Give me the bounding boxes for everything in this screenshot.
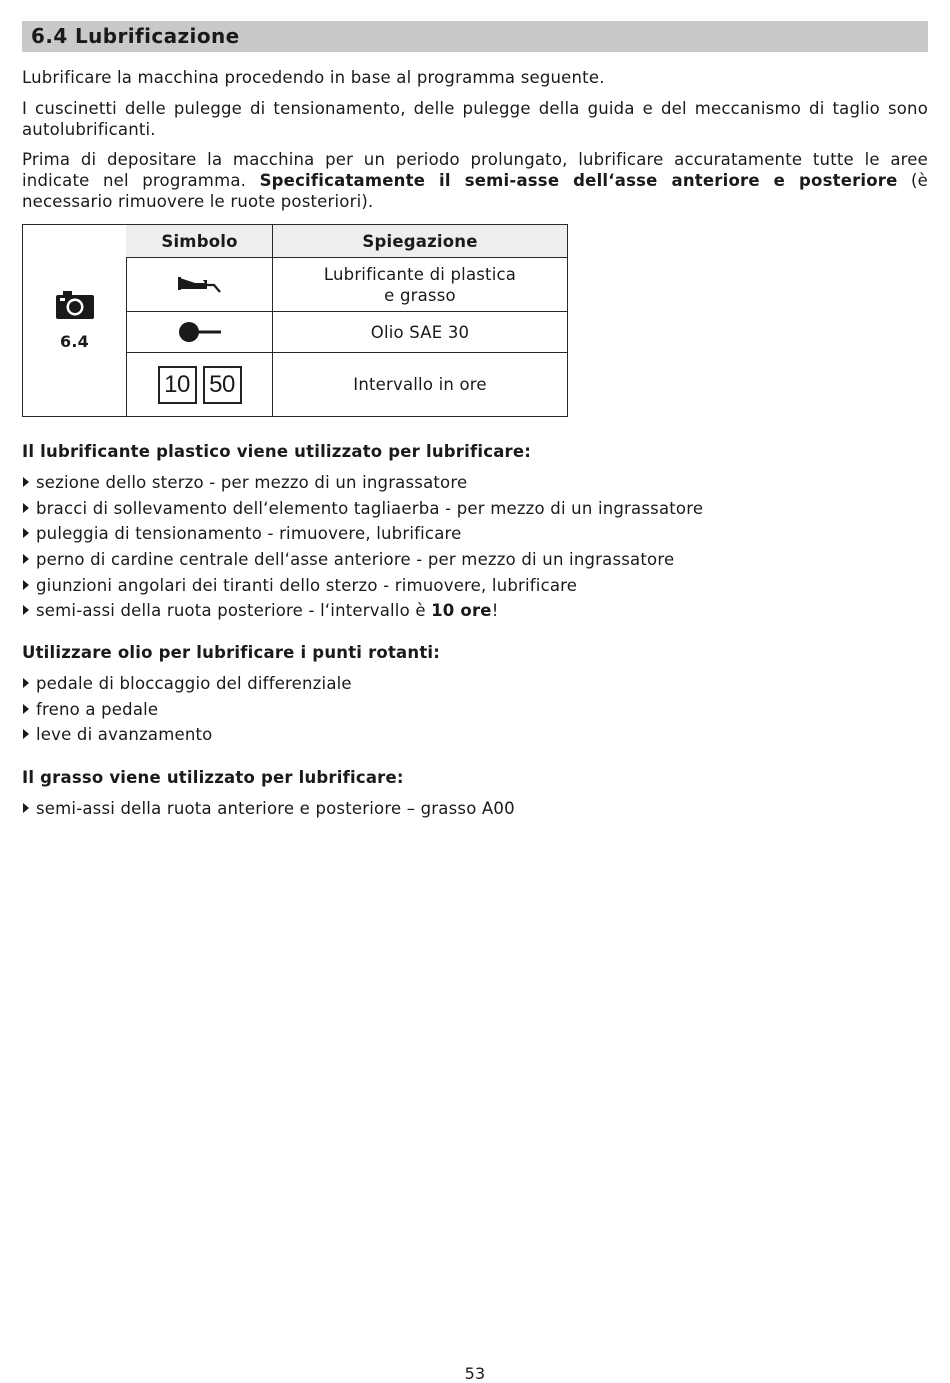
grease-explanation-cell xyxy=(273,258,567,312)
bullet-arrow-icon xyxy=(23,605,29,615)
oil-symbol-cell xyxy=(126,312,273,353)
list-item xyxy=(22,699,352,725)
list-item xyxy=(22,673,352,699)
plastic-lubricant-list xyxy=(22,472,703,626)
bullet-arrow-icon xyxy=(23,477,29,487)
grease-heading: Il grasso viene utilizzato per lubrificare: xyxy=(22,768,404,787)
bullet-arrow-icon xyxy=(23,678,29,688)
list-item-text: bracci di sollevamento dell‘elemento tagliaerba - per mezzo di un ingrassatore xyxy=(36,498,704,518)
intro-paragraph-3-tail: (è necessario rimuovere le ruote posteriori). xyxy=(22,171,929,211)
list-item xyxy=(22,498,703,524)
bullet-arrow-icon xyxy=(23,528,29,538)
list-item-text: giunzioni angolari dei tiranti dello sterzo - rimuovere, lubrificare xyxy=(36,575,578,595)
bullet-arrow-icon xyxy=(23,554,29,564)
oil-can-icon xyxy=(177,319,223,345)
page-number: 53 xyxy=(464,1364,486,1383)
grease-symbol-cell xyxy=(126,258,273,312)
list-item-text: perno di cardine centrale dell‘asse anteriore - per mezzo di un ingrassatore xyxy=(36,550,675,570)
intro-paragraph-1: Lubrificare la macchina procedendo in base al programma seguente. xyxy=(22,68,605,87)
section-title: 6.4 Lubrificazione xyxy=(22,21,928,52)
list-item xyxy=(22,472,703,498)
list-item xyxy=(22,523,703,549)
intro-paragraph-3-emphasis: Specificatamente il semi-asse dell‘asse anteriore e posteriore xyxy=(259,171,898,190)
grease-gun-icon xyxy=(177,272,223,298)
figure-label: 6.4 xyxy=(60,332,89,351)
list-item xyxy=(22,724,352,750)
list-item-text: leve di avanzamento xyxy=(36,725,213,745)
list-item-text: semi-assi della ruota posteriore - l‘intervallo è xyxy=(36,601,432,621)
list-item xyxy=(22,575,703,601)
list-item-text: freno a pedale xyxy=(36,699,159,719)
interval-emphasis: 10 ore xyxy=(431,601,492,621)
grease-explanation-line-2: e grasso xyxy=(384,285,456,305)
bullet-arrow-icon xyxy=(23,803,29,813)
list-item xyxy=(22,549,703,575)
symbol-column-header: Simbolo xyxy=(126,225,273,258)
plastic-lubricant-heading: Il lubrificante plastico viene utilizzato per lubrificare: xyxy=(22,442,532,461)
list-item xyxy=(22,600,703,626)
bullet-arrow-icon xyxy=(23,580,29,590)
oil-explanation-cell: Olio SAE 30 xyxy=(273,312,567,353)
interval-explanation-cell: Intervallo in ore xyxy=(353,375,487,394)
oil-heading: Utilizzare olio per lubrificare i punti rotanti: xyxy=(22,643,441,662)
list-item-text: puleggia di tensionamento - rimuovere, lubrificare xyxy=(36,524,462,544)
list-item-text: pedale di bloccaggio del differenziale xyxy=(36,674,352,693)
bullet-arrow-icon xyxy=(23,503,29,513)
intro-paragraph-2: I cuscinetti delle pulegge di tensionamento, delle pulegge della guida e del meccanismo di taglio sono autolubrificanti. xyxy=(22,99,928,139)
grease-explanation-line-1: Lubrificante di plastica xyxy=(323,264,517,284)
figure-cell xyxy=(23,225,127,416)
intro-paragraph-3-text: Prima di depositare la macchina per un periodo prolungato, lubrificare accuratamente tutte le aree indicate nel programma. xyxy=(22,150,928,190)
explanation-column-header: Spiegazione xyxy=(273,225,567,258)
list-item-text: sezione dello sterzo - per mezzo di un ingrassatore xyxy=(36,473,468,492)
bullet-arrow-icon xyxy=(23,729,29,739)
interval-symbol-cell xyxy=(126,353,273,416)
camera-icon xyxy=(56,291,94,319)
list-item-text: semi-assi della ruota anteriore e posteriore – grasso A00 xyxy=(36,799,515,818)
grease-list xyxy=(22,798,515,824)
interval-box-50: 50 xyxy=(203,366,242,404)
list-item-tail: ! xyxy=(491,601,499,621)
intro-paragraph-3 xyxy=(22,149,928,212)
oil-list xyxy=(22,673,352,750)
symbol-table xyxy=(22,224,568,417)
interval-box-10: 10 xyxy=(158,366,197,404)
list-item xyxy=(22,798,515,824)
bullet-arrow-icon xyxy=(23,704,29,714)
